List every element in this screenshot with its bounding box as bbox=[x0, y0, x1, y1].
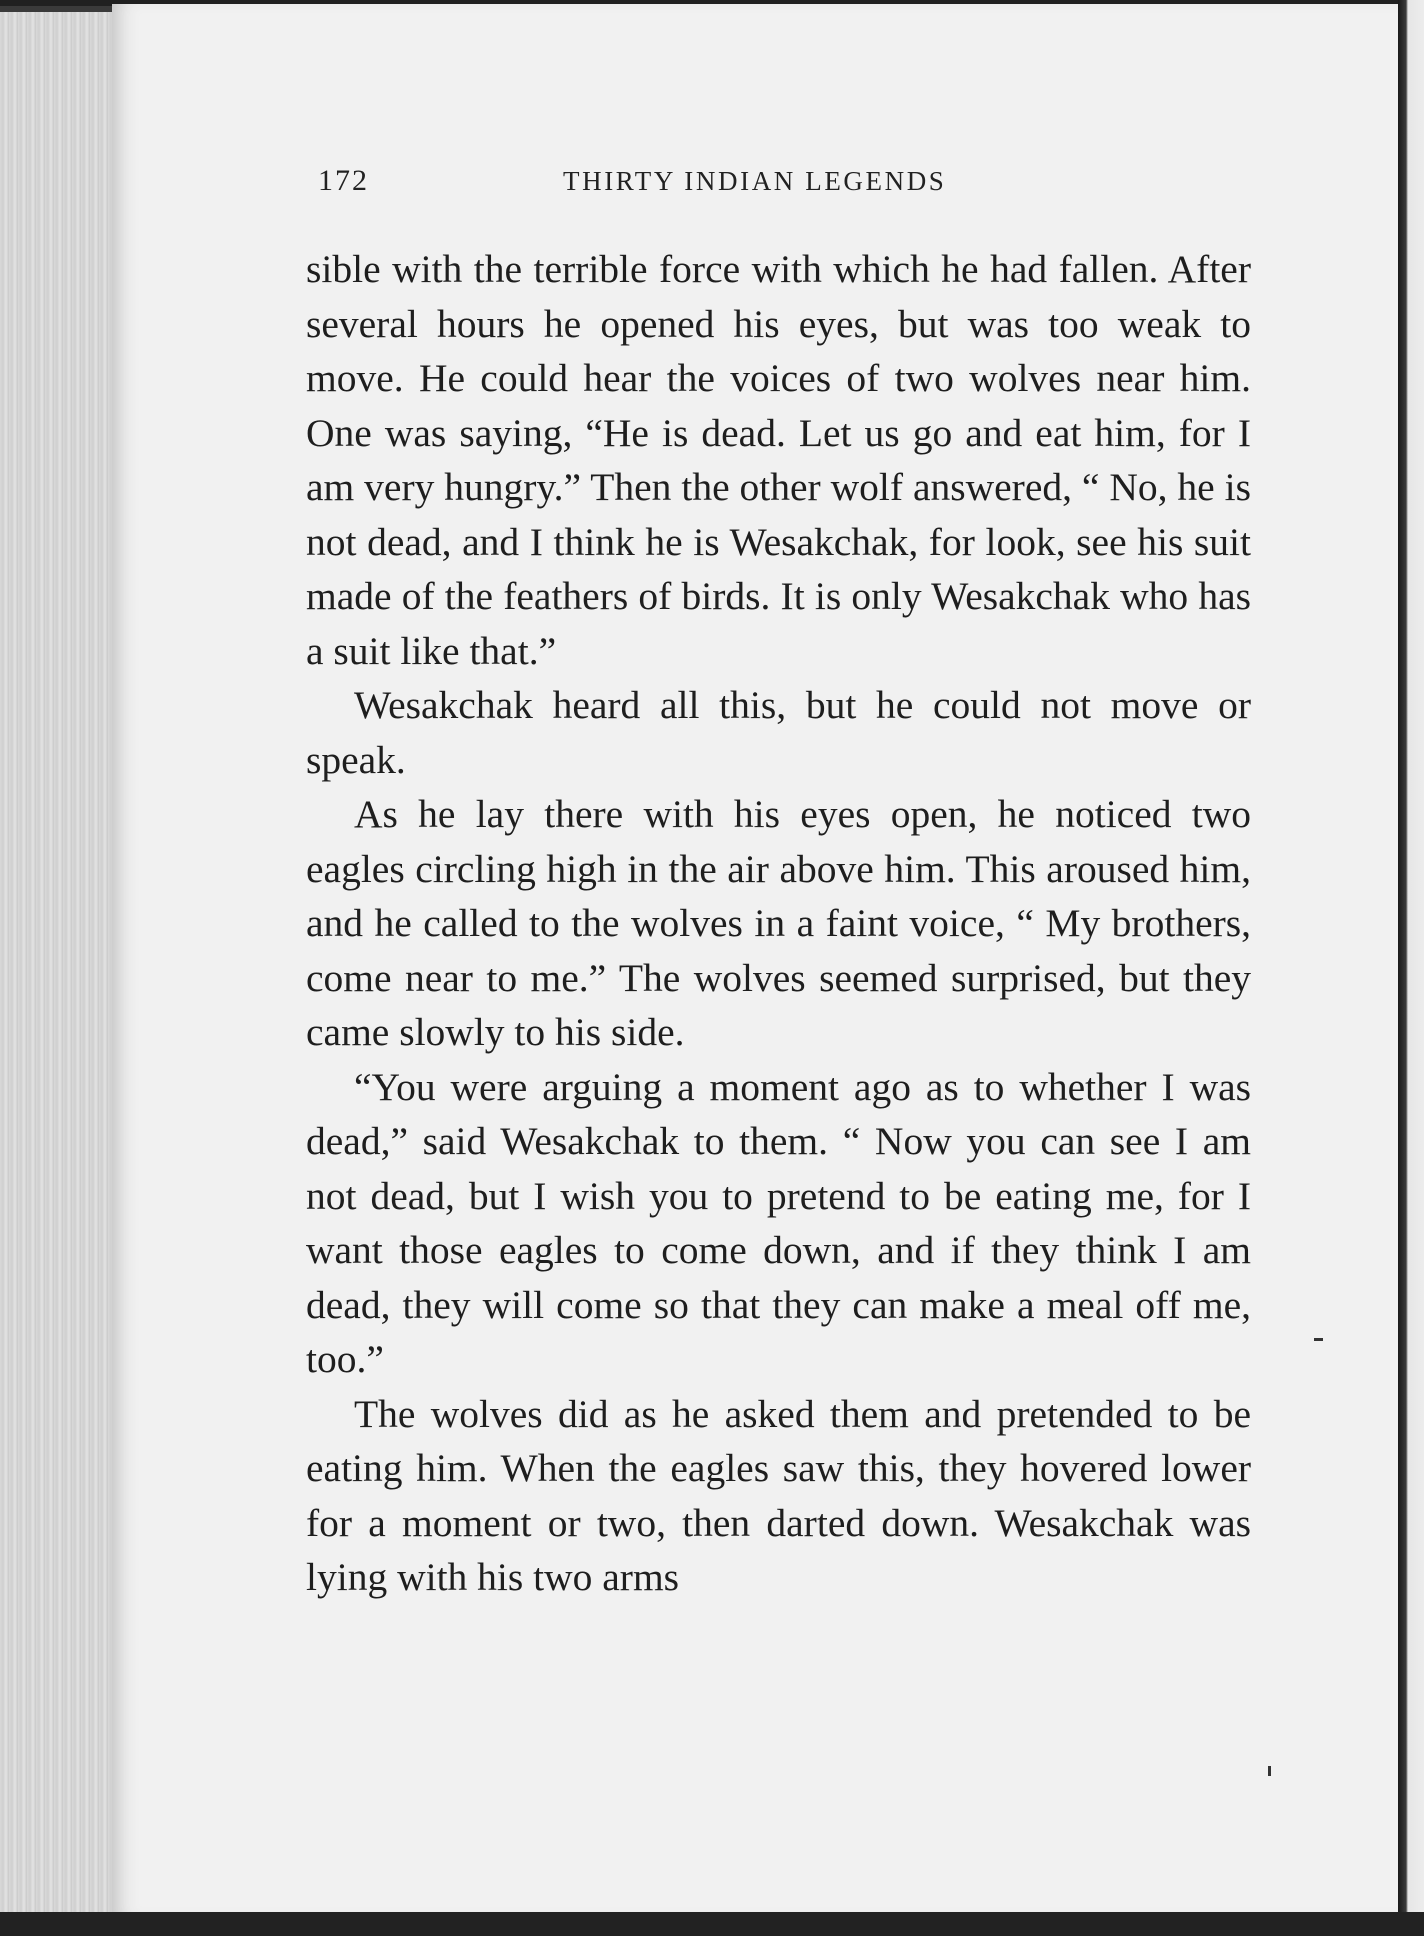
running-title: THIRTY INDIAN LEGENDS bbox=[563, 166, 947, 196]
scan-bottom-border bbox=[0, 1912, 1424, 1936]
margin-speck bbox=[1314, 1338, 1323, 1341]
paragraph: The wolves did as he asked them and pretended to be eating him. When the eagles saw this, they hovered lower for a moment or two, then darted down. Wesakchak was lying with his two arms bbox=[306, 1391, 1251, 1599]
body-text bbox=[306, 242, 1251, 1605]
paragraph: sible with the terrible force with which he had fallen. After several hours he opened his eyes, but was too weak to move. He could hear the voices of two wolves near him. One was saying, “He is dead. Let us go and eat him, for I am very hungry.” Then the other wolf answered, “ No, he is not dead, and I think he is Wesakchak, for look, see his suit made of the feathers of birds. It is only Wesakchak who has a suit like that.” bbox=[306, 247, 1251, 673]
paragraph: “You were arguing a moment ago as to whether I was dead,” said Wesakchak to them. “ Now you can see I am not dead, but I wish you to pretend to be eating me, for I want those eagles to come down, and if they think I am dead, they will come so that they can make a meal off me, too.” bbox=[306, 1064, 1251, 1381]
paragraph: Wesakchak heard all this, but he could not move or speak. bbox=[306, 683, 1251, 782]
page-number: 172 bbox=[318, 164, 369, 197]
margin-speck bbox=[1268, 1766, 1271, 1776]
facing-page-edge bbox=[1398, 0, 1424, 1936]
paragraph: As he lay there with his eyes open, he noticed two eagles circling high in the air above him. This aroused him, and he called to the wolves in a faint voice, “ My brothers, come near to me.” The wolves seemed surprised, but they came slowly to his side. bbox=[306, 792, 1251, 1054]
page-header bbox=[318, 164, 1008, 208]
